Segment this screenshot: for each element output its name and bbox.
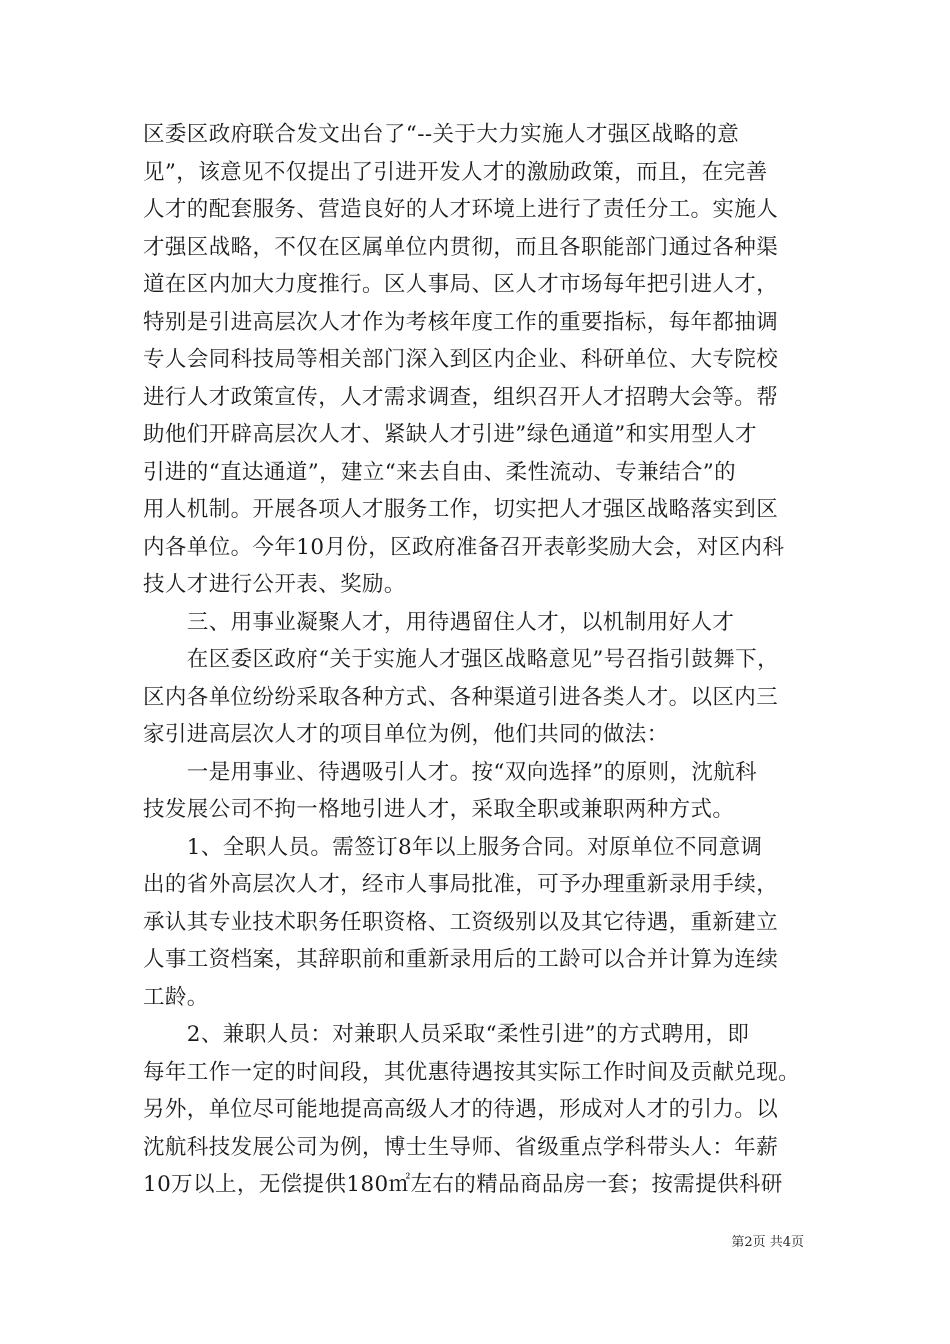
text-line: 人才的配套服务、营造良好的人才环境上进行了责任分工。实施人	[143, 197, 779, 222]
text-line: 技发展公司不拘一格地引进人才，采取全职或兼职两种方式。	[143, 797, 735, 822]
text-line: 沈航科技发展公司为例，博士生导师、省级重点学科带头人：年薪	[143, 1134, 779, 1160]
text-line: 道在区内加大力度推行。区人事局、区人才市场每年把引进人才，	[143, 272, 779, 297]
text-line: 工龄。	[143, 984, 209, 1010]
text-line: 另外，单位尽可能地提高高级人才的待遇，形成对人才的引力。以	[143, 1097, 779, 1122]
section-heading: 三、用事业凝聚人才，用待遇留住人才，以机制用好人才	[143, 609, 735, 635]
text-line: 用人机制。开展各项人才服务工作，切实把人才强区战略落实到区	[143, 497, 779, 522]
text-line: 区内各单位纷纷采取各种方式、各种渠道引进各类人才。以区内三	[143, 684, 779, 710]
text-line: 在区委区政府“关于实施人才强区战略意见”号召指引鼓舞下，	[143, 647, 779, 672]
page-number: 第2页 共4页	[731, 1235, 804, 1250]
text-line: 内各单位。今年10月份，区政府准备召开表彰奖励大会，对区内科	[143, 534, 785, 560]
text-line: 才强区战略，不仅在区属单位内贯彻，而且各职能部门通过各种渠	[143, 234, 779, 260]
text-line: 每年工作一定的时间段，其优惠待遇按其实际工作时间及贡献兑现。	[143, 1059, 801, 1085]
text-line: 1、全职人员。需签订8年以上服务合同。对原单位不同意调	[143, 834, 763, 860]
text-line: 出的省外高层次人才，经市人事局批准，可予办理重新录用手续，	[143, 872, 779, 897]
text-line: 技人才进行公开表、奖励。	[143, 572, 406, 597]
body-text	[143, 116, 809, 1204]
text-line: 助他们开辟高层次人才、紧缺人才引进”绿色通道”和实用型人才	[143, 422, 758, 447]
text-line: 2、兼职人员：对兼职人员采取“柔性引进”的方式聘用，即	[143, 1022, 750, 1047]
text-line: 进行人才政策宣传，人才需求调查，组织召开人才招聘大会等。帮	[143, 384, 779, 410]
text-line: 10万以上，无偿提供180㎡左右的精品商品房一套；按需提供科研	[143, 1172, 783, 1197]
text-line: 家引进高层次人才的项目单位为例，他们共同的做法：	[143, 722, 669, 747]
text-line: 人事工资档案，其辞职前和重新录用后的工龄可以合并计算为连续	[143, 947, 779, 972]
text-line: 引进的“直达通道”，建立“来去自由、柔性流动、专兼结合”的	[143, 459, 737, 485]
text-line: 专人会同科技局等相关部门深入到区内企业、科研单位、大专院校	[143, 347, 779, 372]
text-line: 一是用事业、待遇吸引人才。按“双向选择”的原则，沈航科	[143, 759, 758, 785]
text-line: 特别是引进高层次人才作为考核年度工作的重要指标，每年都抽调	[143, 309, 779, 335]
text-line: 见”，该意见不仅提出了引进开发人才的激励政策，而且，在完善	[143, 159, 768, 185]
text-line: 承认其专业技术职务任职资格、工资级别以及其它待遇，重新建立	[143, 909, 779, 935]
text-line: 区委区政府联合发文出台了“--关于大力实施人才强区战略的意	[143, 122, 740, 147]
